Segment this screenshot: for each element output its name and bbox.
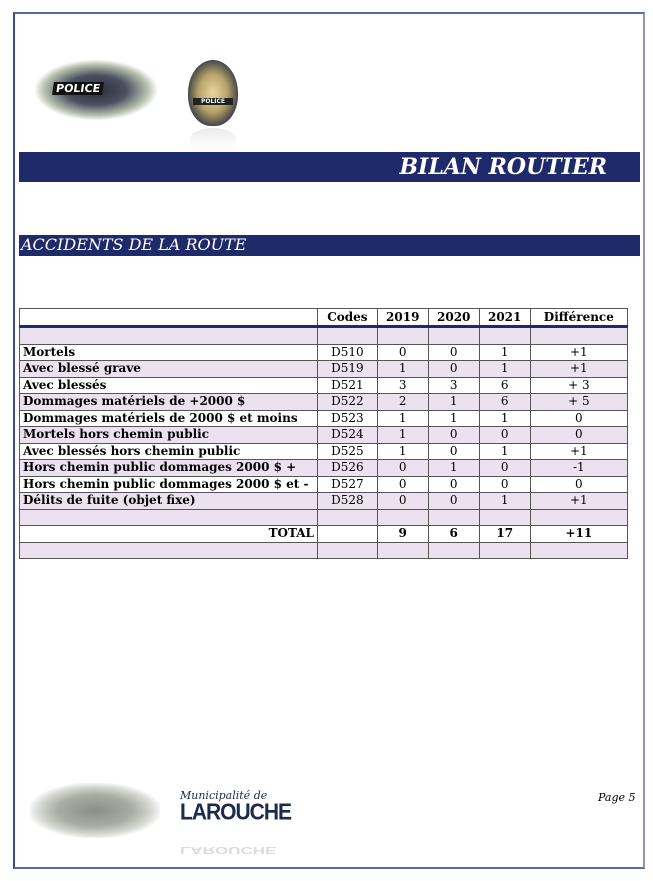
value-2019: 2: [377, 394, 428, 411]
col-2020: 2020: [428, 309, 479, 327]
row-label: Dommages matériels de +2000 $: [20, 394, 318, 411]
value-2021: 0: [479, 476, 530, 493]
blank-row: [20, 327, 628, 345]
total-label: TOTAL: [20, 526, 318, 543]
car-logo-text: POLICE: [52, 82, 104, 95]
title-banner: [19, 152, 640, 182]
value-2021: 6: [479, 394, 530, 411]
value-difference: + 3: [530, 377, 627, 394]
municipality-prefix: Municipalité de: [180, 789, 268, 802]
row-code: D523: [318, 410, 378, 427]
value-2020: 1: [428, 394, 479, 411]
value-2020: 0: [428, 493, 479, 510]
col-codes: Codes: [318, 309, 378, 327]
value-2021: 0: [479, 427, 530, 444]
value-2019: 0: [377, 460, 428, 477]
municipality-logo: LAROUCHE: [180, 799, 291, 826]
col-2019: 2019: [377, 309, 428, 327]
row-code: D526: [318, 460, 378, 477]
page-number: Page 5: [598, 791, 636, 804]
table-row: [20, 377, 628, 394]
value-2020: 3: [428, 377, 479, 394]
row-label: Mortels hors chemin public: [20, 427, 318, 444]
accidents-table: [19, 308, 628, 559]
value-2020: 0: [428, 361, 479, 378]
value-2021: 1: [479, 410, 530, 427]
row-code: D510: [318, 344, 378, 361]
value-2020: 0: [428, 427, 479, 444]
row-label: Hors chemin public dommages 2000 $ +: [20, 460, 318, 477]
value-difference: +1: [530, 493, 627, 510]
row-code: D528: [318, 493, 378, 510]
row-label: Avec blessé grave: [20, 361, 318, 378]
value-2021: 1: [479, 443, 530, 460]
value-difference: + 5: [530, 394, 627, 411]
blank-row: [20, 509, 628, 526]
value-2021: 0: [479, 460, 530, 477]
value-2019: 0: [377, 476, 428, 493]
col-label: [20, 309, 318, 327]
table-row: [20, 443, 628, 460]
table-row: [20, 493, 628, 510]
value-2020: 0: [428, 476, 479, 493]
col-difference: Différence: [530, 309, 627, 327]
page-title: BILAN ROUTIER: [399, 154, 607, 180]
value-2019: 3: [377, 377, 428, 394]
row-label: Avec blessés: [20, 377, 318, 394]
total-2020: 6: [428, 526, 479, 543]
row-label: Mortels: [20, 344, 318, 361]
col-2021: 2021: [479, 309, 530, 327]
value-difference: 0: [530, 427, 627, 444]
row-label: Dommages matériels de 2000 $ et moins: [20, 410, 318, 427]
value-2019: 1: [377, 361, 428, 378]
row-label: Hors chemin public dommages 2000 $ et -: [20, 476, 318, 493]
aerial-photo: [30, 783, 160, 838]
badge-reflection: [190, 128, 236, 150]
value-2020: 0: [428, 344, 479, 361]
table-header: [20, 309, 628, 327]
row-code: D525: [318, 443, 378, 460]
value-2021: 1: [479, 361, 530, 378]
row-label: Avec blessés hors chemin public: [20, 443, 318, 460]
value-difference: 0: [530, 410, 627, 427]
table-row: [20, 427, 628, 444]
value-difference: +1: [530, 443, 627, 460]
table-row: [20, 361, 628, 378]
value-2020: 1: [428, 460, 479, 477]
value-2019: 1: [377, 443, 428, 460]
table-row: [20, 344, 628, 361]
badge-text: POLICE: [193, 98, 233, 105]
value-2019: 0: [377, 493, 428, 510]
total-2019: 9: [377, 526, 428, 543]
row-code: D524: [318, 427, 378, 444]
row-code: D521: [318, 377, 378, 394]
logo-reflection: LAROUCHE: [180, 844, 277, 856]
value-2019: 1: [377, 427, 428, 444]
total-code: [318, 526, 378, 543]
value-difference: 0: [530, 476, 627, 493]
value-difference: +1: [530, 344, 627, 361]
police-car-image: [35, 60, 157, 120]
section-title: ACCIDENTS DE LA ROUTE: [21, 235, 247, 254]
total-difference: +11: [530, 526, 627, 543]
value-2020: 1: [428, 410, 479, 427]
value-2019: 1: [377, 410, 428, 427]
section-banner: [19, 235, 640, 256]
value-2020: 0: [428, 443, 479, 460]
total-2021: 17: [479, 526, 530, 543]
row-code: D527: [318, 476, 378, 493]
value-2019: 0: [377, 344, 428, 361]
value-difference: +1: [530, 361, 627, 378]
value-2021: 1: [479, 493, 530, 510]
total-row: [20, 526, 628, 543]
row-code: D522: [318, 394, 378, 411]
value-difference: -1: [530, 460, 627, 477]
blank-row: [20, 542, 628, 559]
police-badge-logo: [188, 60, 238, 126]
row-code: D519: [318, 361, 378, 378]
table-row: [20, 394, 628, 411]
table-row: [20, 460, 628, 477]
table-row: [20, 410, 628, 427]
value-2021: 6: [479, 377, 530, 394]
value-2021: 1: [479, 344, 530, 361]
row-label: Délits de fuite (objet fixe): [20, 493, 318, 510]
table-row: [20, 476, 628, 493]
